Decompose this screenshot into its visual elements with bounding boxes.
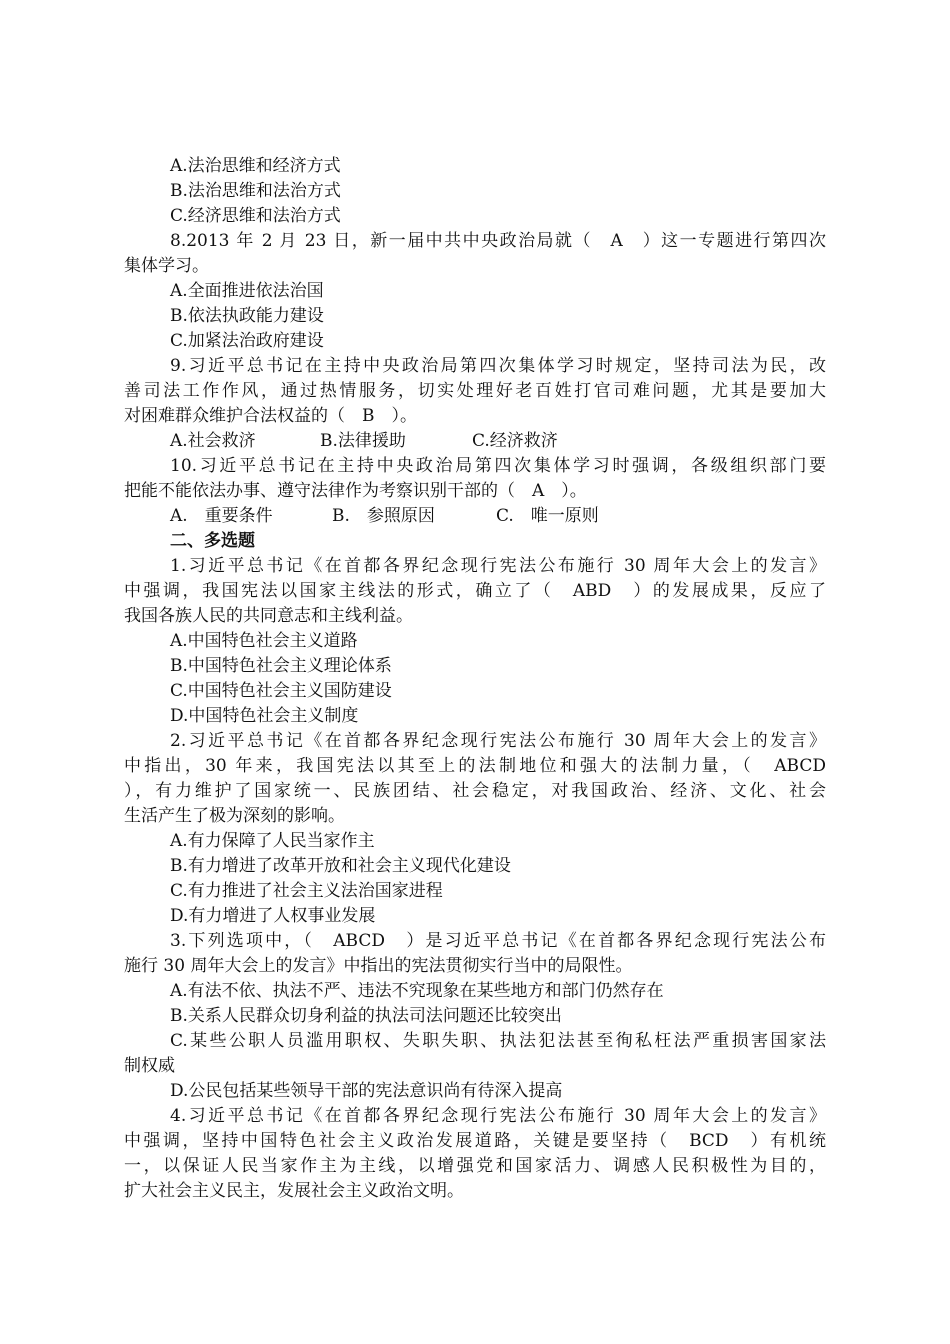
mc-question-4-line-4: 扩大社会主义民主，发展社会主义政治文明。 — [124, 1181, 464, 1201]
mc-question-1-line-2: 中强调，我国宪法以国家主线法的形式，确立了（ ABD ）的发展成果，反应了 — [124, 581, 826, 601]
mc-question-4-line-2: 中强调，坚持中国特色社会主义政治发展道路，关键是要坚持（ BCD ）有机统 — [124, 1131, 826, 1151]
option-line: A.有法不依、执法不严、违法不究现象在某些地方和部门仍然存在 — [170, 981, 664, 1001]
mc-question-2-line-1: 2.习近平总书记《在首都各界纪念现行宪法公布施行 30 周年大会上的发言》 — [170, 731, 826, 751]
mc-question-2-line-2: 中指出，30 年来，我国宪法以其至上的法制地位和强大的法制力量，（ ABCD — [124, 756, 826, 776]
option-line: A.有力保障了人民当家作主 — [170, 831, 375, 851]
option-line: C.中国特色社会主义国防建设 — [170, 681, 392, 701]
mc-question-2-line-3: ），有力维护了国家统一、民族团结、社会稳定，对我国政治、经济、文化、社会 — [124, 781, 826, 801]
question-10-line-2: 把能不能依法办事、遵守法律作为考察识别干部的（ A ）。 — [124, 481, 587, 501]
section-heading-multiple-choice: 二、多选题 — [170, 531, 255, 551]
mc-question-2-line-4: 生活产生了极为深刻的影响。 — [124, 806, 345, 826]
mc-question-1-line-1: 1.习近平总书记《在首都各界纪念现行宪法公布施行 30 周年大会上的发言》 — [170, 556, 826, 576]
mc-question-3-line-2: 施行 30 周年大会上的发言》中指出的宪法贯彻实行当中的局限性。 — [124, 956, 633, 976]
option-line: C.某些公职人员滥用职权、失职失职、执法犯法甚至徇私枉法严重损害国家法 — [170, 1031, 826, 1051]
mc-question-1-line-3: 我国各族人民的共同意志和主线利益。 — [124, 606, 413, 626]
option-line: A.全面推进依法治国 — [170, 281, 324, 301]
mc-question-4-line-1: 4.习近平总书记《在首都各界纪念现行宪法公布施行 30 周年大会上的发言》 — [170, 1106, 826, 1126]
option-c: C. 唯一原则 — [496, 506, 599, 526]
option-line: D.公民包括某些领导干部的宪法意识尚有待深入提高 — [170, 1081, 563, 1101]
option-c: C.经济救济 — [472, 431, 558, 451]
option-line-continued: 制权威 — [124, 1056, 175, 1076]
question-8-line-2: 集体学习。 — [124, 256, 209, 276]
option-line: D.中国特色社会主义制度 — [170, 706, 359, 726]
option-line: C.有力推进了社会主义法治国家进程 — [170, 881, 443, 901]
question-9-line-1: 9.习近平总书记在主持中央政治局第四次集体学习时规定，坚持司法为民，改 — [170, 356, 826, 376]
option-line: B.法治思维和法治方式 — [170, 181, 341, 201]
option-a: A. 重要条件 — [170, 506, 273, 526]
option-line: B.有力增进了改革开放和社会主义现代化建设 — [170, 856, 511, 876]
option-b: B. 参照原因 — [332, 506, 435, 526]
mc-question-4-line-3: 一，以保证人民当家作主为主线，以增强党和国家活力、调感人民积极性为目的， — [124, 1156, 826, 1176]
question-9-options — [124, 429, 826, 454]
question-8-line-1: 8.2013 年 2 月 23 日，新一届中共中央政治局就（ A ）这一专题进行第四次 — [170, 231, 826, 251]
option-line: C.经济思维和法治方式 — [170, 206, 341, 226]
option-line: A.法治思维和经济方式 — [170, 156, 341, 176]
mc-question-3-line-1: 3.下列选项中，（ ABCD ）是习近平总书记《在首都各界纪念现行宪法公布 — [170, 931, 826, 951]
option-a: A.社会救济 — [170, 431, 256, 451]
question-10-options — [124, 504, 826, 529]
option-line: B.依法执政能力建设 — [170, 306, 324, 326]
question-9-line-3: 对困难群众维护合法权益的（ B ）。 — [124, 406, 417, 426]
option-line: B.关系人民群众切身利益的执法司法问题还比较突出 — [170, 1006, 562, 1026]
option-line: A.中国特色社会主义道路 — [170, 631, 358, 651]
option-line: C.加紧法治政府建设 — [170, 331, 324, 351]
option-line: D.有力增进了人权事业发展 — [170, 906, 376, 926]
question-9-line-2: 善司法工作作风，通过热情服务，切实处理好老百姓打官司难问题，尤其是要加大 — [124, 381, 826, 401]
question-10-line-1: 10.习近平总书记在主持中央政治局第四次集体学习时强调，各级组织部门要 — [170, 456, 826, 476]
option-line: B.中国特色社会主义理论体系 — [170, 656, 392, 676]
option-b: B.法律援助 — [320, 431, 406, 451]
